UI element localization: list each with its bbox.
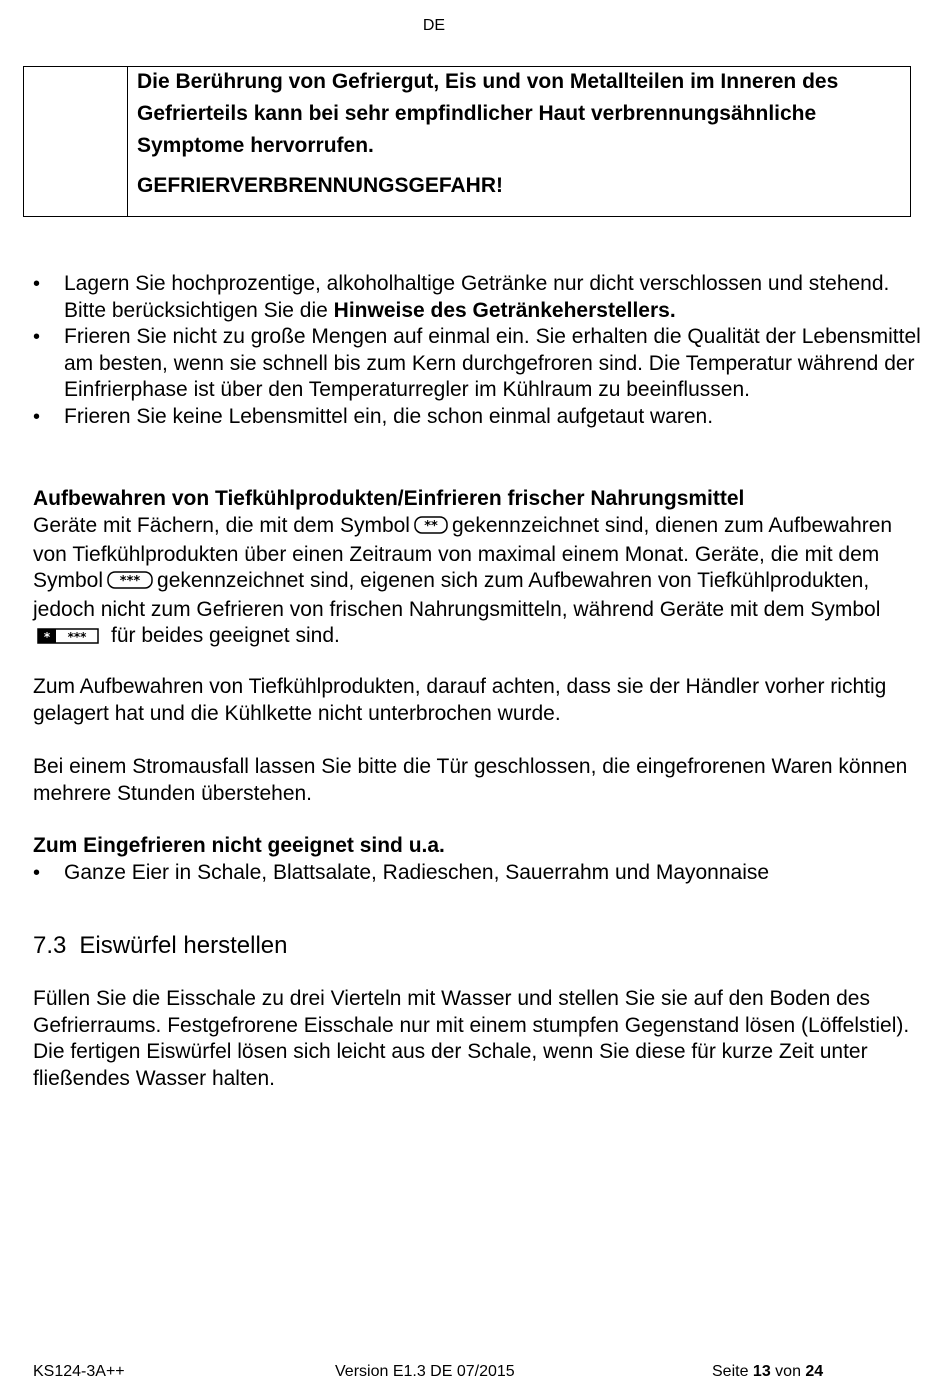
- storage-text-part: für beides geeignet sind.: [111, 624, 340, 647]
- svg-text:***: ***: [67, 630, 87, 644]
- section-heading: [33, 931, 287, 961]
- warning-title: GEFRIERVERBRENNUNGSGEFAHR!: [137, 174, 503, 197]
- storage-hints-list: [33, 271, 923, 430]
- footer-version: Version E1.3 DE 07/2015: [335, 1363, 515, 1380]
- cold-chain-paragraph: Zum Aufbewahren von Tiefkühlprodukten, darauf achten, dass sie der Händler vorher richtig gelagert hat und die Kühlkette nicht unterbrochen wurde.: [33, 675, 887, 725]
- list-item-bold-text: Hinweise des Getränkeherstellers.: [333, 298, 676, 322]
- unsuitable-list: [33, 860, 923, 887]
- list-item-text: Ganze Eier in Schale, Blattsalate, Radieschen, Sauerrahm und Mayonnaise: [64, 861, 770, 884]
- list-item: [33, 404, 923, 431]
- storage-paragraph: [33, 513, 923, 652]
- list-item: [33, 860, 923, 887]
- unsuitable-heading: Zum Eingefrieren nicht geeignet sind u.a.: [33, 834, 445, 857]
- footer-page-prefix: Seite: [712, 1363, 753, 1380]
- svg-text:***: ***: [119, 574, 141, 589]
- two-star-symbol-icon: [414, 515, 448, 542]
- svg-text:**: **: [424, 519, 438, 534]
- list-item-text: Frieren Sie nicht zu große Mengen auf einmal ein. Sie erhalten die Qualität der Lebensmittel am besten, wenn sie schnell bis zum Kern durchgefroren sind. Die Temperatur während der Einfrierphase ist über den Temperaturregler im Kühlraum zu beeinflussen.: [64, 325, 921, 401]
- list-item: [33, 271, 923, 324]
- storage-text-part: gekennzeichnet sind, eigenen sich zum Aufbewahren von Tiefkühlprodukten, jedoch nicht zum Gefrieren von frischen Nahrungsmitteln, während Geräte mit dem Symbol: [33, 569, 881, 621]
- footer-model: KS124-3A++: [33, 1363, 125, 1380]
- list-item: [33, 324, 923, 404]
- section-number: 7.3: [33, 932, 67, 959]
- footer-page-total: 24: [805, 1363, 824, 1380]
- storage-text-part: Geräte mit Fächern, die mit dem Symbol: [33, 514, 410, 537]
- power-outage-paragraph: Bei einem Stromausfall lassen Sie bitte die Tür geschlossen, die eingefrorenen Waren können mehrere Stunden überstehen.: [33, 755, 908, 805]
- three-star-symbol-icon: [107, 570, 153, 597]
- warning-text: Die Berührung von Gefriergut, Eis und von Metallteilen im Inneren des Gefrierteils kann bei sehr empfindlicher Haut verbrennungsähnliche Symptome hervorrufen.: [137, 70, 839, 157]
- language-label: DE: [422, 17, 446, 34]
- list-item-text: Lagern Sie hochprozentige, alkoholhaltige Getränke nur dicht verschlossen und stehend. Bitte berücksichtigen Sie die: [64, 272, 890, 322]
- footer-page: [712, 1362, 823, 1382]
- storage-heading: Aufbewahren von Tiefkühlprodukten/Einfrieren frischer Nahrungsmittel: [33, 487, 745, 510]
- footer-page-number: 13: [752, 1363, 771, 1380]
- svg-text:*: *: [43, 630, 51, 644]
- section-title: Eiswürfel herstellen: [79, 932, 288, 959]
- footer-page-mid: von: [770, 1363, 806, 1380]
- list-item-text: Frieren Sie keine Lebensmittel ein, die schon einmal aufgetaut waren.: [64, 404, 714, 428]
- warning-icon-cell: [24, 67, 128, 216]
- ice-cube-paragraph: Füllen Sie die Eisschale zu drei Vierteln mit Wasser und stellen Sie sie auf den Boden des Gefrierraums. Festgefrorene Eisschale nur mit einem stumpfen Gegenstand lösen (Löffelstiel). Die fertigen Eiswürfel lösen sich leicht aus der Schale, wenn Sie diese für kurze Zeit unter fließendes Wasser halten.: [33, 987, 910, 1090]
- storage-text-part: gekennzeichnet sind, dienen zum Aufbewahren von Tiefkühlprodukten über einen Zeitraum von maximal einem Monat. Geräte, die mit dem Symbol: [33, 514, 893, 592]
- four-star-symbol-icon: [37, 625, 99, 652]
